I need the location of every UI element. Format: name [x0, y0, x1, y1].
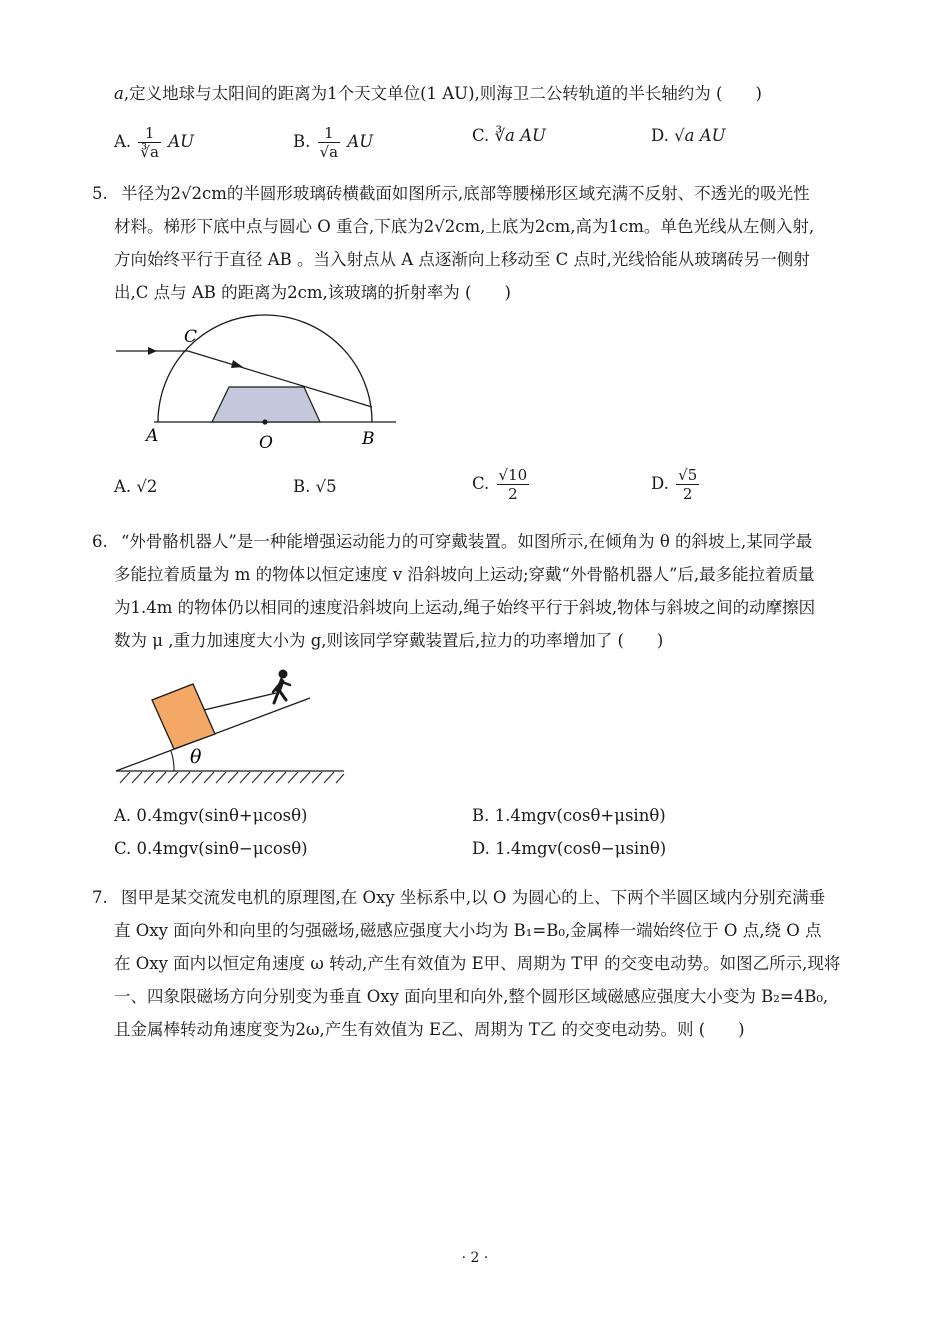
q4-tail-text: ,定义地球与太阳间的距离为1个天文单位(1 AU),则海卫二公转轨道的半长轴约为 ( )	[123, 84, 762, 103]
q5-line-4: 出,C 点与 AB 的距离为2cm,该玻璃的折射率为 ( )	[114, 283, 511, 302]
q5-option-b-label: B.	[293, 477, 311, 496]
q4-option-a-num: 1	[138, 124, 161, 143]
q5-option-d-den: 2	[682, 485, 693, 503]
q5-option-c	[472, 466, 531, 503]
q6-option-b: B. 1.4mgv(cosθ+μsinθ)	[472, 806, 666, 825]
page-number: · 2 ·	[461, 1250, 489, 1266]
q6-option-c: C. 0.4mgv(sinθ−μcosθ)	[114, 839, 308, 858]
q5-number: 5.	[92, 184, 108, 203]
q6-block	[152, 684, 215, 749]
q4-option-d	[651, 124, 726, 148]
q5-option-b-text: √5	[315, 477, 337, 496]
q5-figure	[100, 310, 410, 460]
q5-option-d	[651, 466, 701, 503]
q4-tail-line	[114, 82, 762, 106]
q6-line-3: 为1.4m 的物体仍以相同的速度沿斜坡向上运动,绳子始终平行于斜坡,物体与斜坡之间的动摩擦因	[114, 598, 816, 617]
q5-label-a: A	[146, 426, 159, 446]
q4-option-a	[114, 124, 194, 161]
q7-number: 7.	[92, 888, 108, 907]
q7-line-3: 在 Oxy 面内以恒定角速度 ω 转动,产生有效值为 E甲、周期为 T甲 的交变电动势。如图乙所示,现将	[114, 954, 841, 973]
q6-option-d: D. 1.4mgv(cosθ−μsinθ)	[472, 839, 667, 858]
q6-label-theta: θ	[190, 746, 202, 768]
q5-label-b: B	[362, 429, 375, 449]
q5-center-dot	[262, 419, 267, 424]
q6-line-2: 多能拉着质量为 m 的物体以恒定速度 v 沿斜坡向上运动;穿戴“外骨骼机器人”后,最多能拉着质量	[114, 565, 815, 584]
q4-option-d-label: D.	[651, 126, 669, 145]
q5-option-c-fraction	[497, 466, 530, 503]
q4-option-b-den: √a	[319, 143, 339, 161]
q6-angle-arc	[171, 751, 174, 771]
q7-line-1: 图甲是某交流发电机的原理图,在 Oxy 坐标系中,以 O 为圆心的上、下两个半圆区域内分别充满垂	[121, 888, 826, 907]
q4-var-a: a	[114, 84, 124, 103]
q5-line-1: 半径为2√2cm的半圆形玻璃砖横截面如图所示,底部等腰梯形区域充满不反射、不透光的吸光性	[121, 184, 810, 203]
q4-option-b-fraction	[318, 124, 341, 161]
q6-person-icon	[273, 670, 290, 703]
q5-line-2: 材料。梯形下底中点与圆心 O 重合,下底为2√2cm,上底为2cm,高为1cm。单色光线从左侧入射,	[114, 217, 815, 236]
q6-line-4: 数为 μ ,重力加速度大小为 g,则该同学穿戴装置后,拉力的功率增加了 ( )	[114, 631, 664, 650]
q4-option-c	[472, 124, 546, 148]
q5-option-c-label: C.	[472, 474, 490, 493]
q5-option-c-num: √10	[498, 466, 528, 484]
q4-option-b-num: 1	[318, 124, 341, 143]
q4-option-b-label: B.	[293, 132, 311, 151]
q6-line-1: “外骨骼机器人”是一种能增强运动能力的可穿戴装置。如图所示,在倾角为 θ 的斜坡上,某同学最	[121, 532, 813, 551]
q5-incident-arrow	[148, 347, 157, 355]
q5-line-3: 方向始终平行于直径 AB 。当入射点从 A 点逐渐向上移动至 C 点时,光线恰能从玻璃砖另一侧射	[114, 250, 810, 269]
q4-option-a-fraction	[138, 124, 161, 161]
q6-rope	[204, 693, 276, 710]
q4-option-b	[293, 124, 373, 161]
q5-label-c: C	[184, 327, 198, 347]
q5-option-c-den: 2	[508, 485, 518, 503]
q6-ground-hatching	[120, 772, 344, 783]
q6-figure	[110, 665, 350, 790]
q5-option-d-label: D.	[651, 474, 669, 493]
q5-refracted-arrow	[231, 360, 243, 368]
q4-option-c-text: ∛a AU	[494, 126, 546, 145]
q5-trapezoid	[212, 387, 320, 422]
q4-option-d-text: √a AU	[674, 126, 726, 145]
q4-option-a-label: A.	[114, 132, 132, 151]
q4-option-b-unit: AU	[347, 132, 374, 151]
q7-line-2: 直 Oxy 面向外和向里的匀强磁场,磁感应强度大小均为 B₁=B₀,金属棒一端始终位于 O 点,绕 O 点	[114, 921, 822, 940]
q4-option-c-label: C.	[472, 126, 490, 145]
q5-option-b	[293, 475, 337, 499]
q4-option-a-den: ∛a	[140, 143, 159, 161]
q6-number: 6.	[92, 532, 108, 551]
q6-option-a: A. 0.4mgv(sinθ+μcosθ)	[114, 806, 308, 825]
q4-option-a-unit: AU	[168, 132, 195, 151]
q7-line-5: 且金属棒转动角速度变为2ω,产生有效值为 E乙、周期为 T乙 的交变电动势。则 ( )	[114, 1020, 745, 1039]
q5-option-a-text: √2	[136, 477, 158, 496]
q5-option-d-num: √5	[678, 466, 698, 484]
q7-line-4: 一、四象限磁场方向分别变为垂直 Oxy 面向里和向外,整个圆形区域磁感应强度大小变为 B₂=4B₀,	[114, 987, 829, 1006]
q5-option-a	[114, 475, 157, 499]
q5-label-o: O	[259, 433, 273, 453]
q5-option-a-label: A.	[114, 477, 132, 496]
q5-option-d-fraction	[676, 466, 699, 503]
